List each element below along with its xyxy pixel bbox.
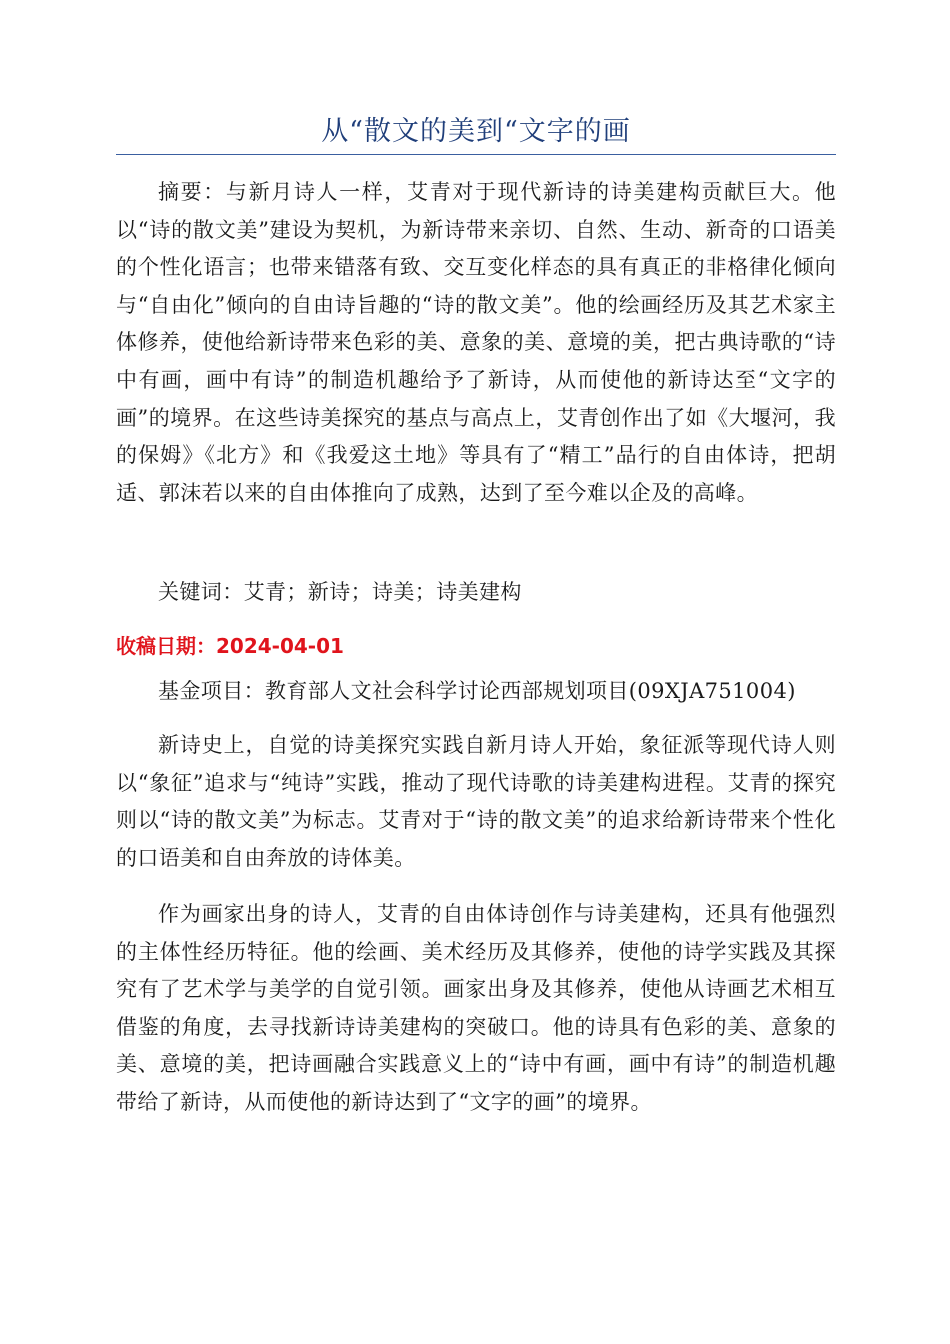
document-title: 从“散文的美到“文字的画 <box>321 116 631 147</box>
title-underline <box>116 154 836 155</box>
received-date-line <box>116 628 344 665</box>
abstract-paragraph: 摘要：与新月诗人一样，艾青对于现代新诗的诗美建构贡献巨大。他以“诗的散文美”建设为契机，为新诗带来亲切、自然、生动、新奇的口语美的个性化语言；也带来错落有致、交互变化样态的具有真正的非格律化倾向与“自由化”倾向的自由诗旨趣的“诗的散文美”。他的绘画经历及其艺术家主体修养，使他给新诗带来色彩的美、意象的美、意境的美，把古典诗歌的“诗中有画，画中有诗”的制造机趣给予了新诗，从而使他的新诗达至“文字的画”的境界。在这些诗美探究的基点与高点上，艾青创作出了如《大堰河，我的保姆》《北方》和《我爱这土地》等具有了“精工”品行的自由体诗，把胡适、郭沫若以来的自由体推向了成熟，达到了至今难以企及的高峰。 <box>116 180 836 505</box>
received-label: 收稿日期： <box>116 634 216 658</box>
body-paragraph: 作为画家出身的诗人，艾青的自由体诗创作与诗美建构，还具有他强烈的主体性经历特征。他的绘画、美术经历及其修养，使他的诗学实践及其探究有了艺术学与美学的自觉引领。画家出身及其修养，使他从诗画艺术相互借鉴的角度，去寻找新诗诗美建构的突破口。他的诗具有色彩的美、意象的美、意境的美，把诗画融合实践意义上的“诗中有画，画中有诗”的制造机趣带给了新诗，从而使他的新诗达到了“文字的画”的境界。 <box>116 902 836 1114</box>
fund-line: 基金项目：教育部人文社会科学讨论西部规划项目(09XJA751004) <box>158 679 796 703</box>
body-paragraph: 新诗史上，自觉的诗美探究实践自新月诗人开始，象征派等现代诗人则以“象征”追求与“纯诗”实践，推动了现代诗歌的诗美建构进程。艾青的探究则以“诗的散文美”为标志。艾青对于“诗的散文美”的追求给新诗带来个性化的口语美和自由奔放的诗体美。 <box>116 733 836 870</box>
keywords-line: 关键词：艾青；新诗；诗美；诗美建构 <box>158 580 522 604</box>
received-date: 2024-04-01 <box>216 634 344 658</box>
